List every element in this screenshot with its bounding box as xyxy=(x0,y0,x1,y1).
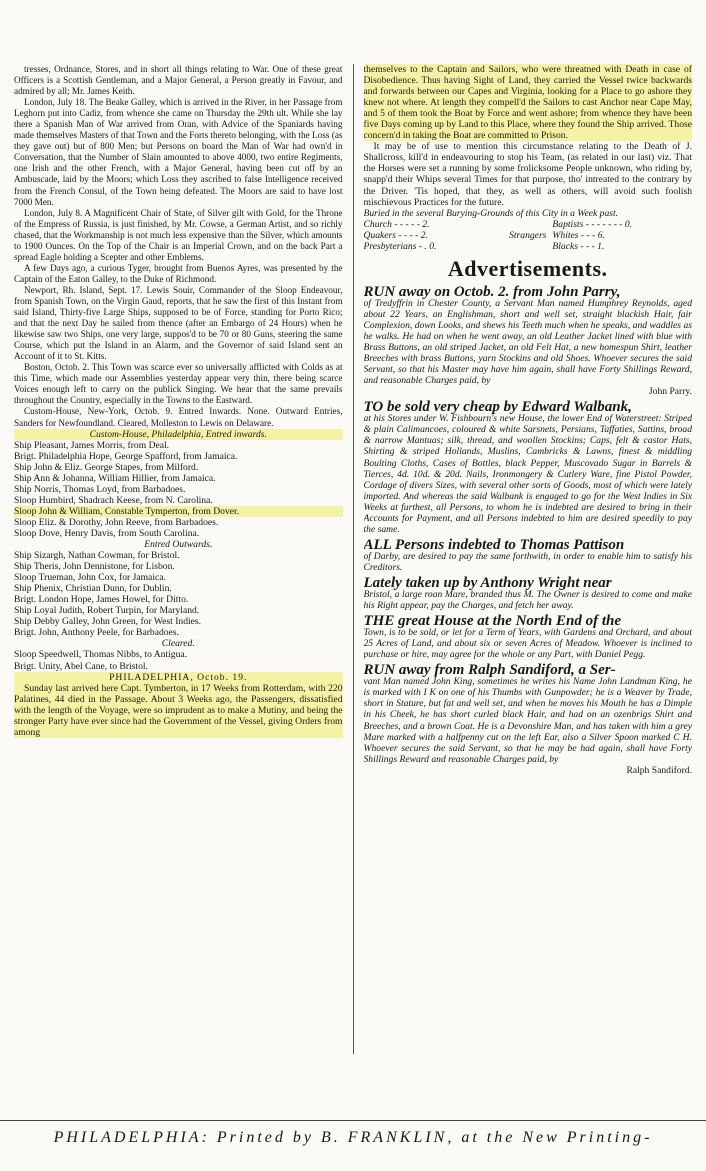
ad-signature: Ralph Sandiford. xyxy=(626,764,692,776)
shipping-entry: Sloop Humbird, Shadrach Keese, from N. Carolina. xyxy=(14,494,213,506)
advertisements-title: Advertisements. xyxy=(447,255,608,281)
article-paragraph: Boston, Octob. 2. This Town was scarce ever so universally afflicted with Colds as at this Time, which made our Assemblies yesterday appear very thin, there being scarce Voices enough left to carry on the publick Singing. We hear that the same prevails throughout the Country, especially in the Towns to the Eastward. xyxy=(14,362,343,406)
ad-lead: ALL Persons indebted to Thomas Pattison xyxy=(363,536,625,553)
burial-row: Presbyterians - . 0. xyxy=(363,240,437,252)
burial-right xyxy=(552,219,692,252)
shipping-entry: Sloop Trueman, John Cox, for Jamaica. xyxy=(14,572,166,584)
left-column xyxy=(14,64,343,1054)
ad-signature: John Parry. xyxy=(648,386,692,398)
burial-row: Whites - - - 6. xyxy=(552,229,605,241)
shipping-entry: Ship Phenix, Christian Dunn, for Dublin. xyxy=(14,583,172,595)
shipping-entry: Sloop Speedwell, Thomas Nibbs, to Antigua. xyxy=(14,649,188,661)
burial-strangers: Strangers xyxy=(509,229,547,241)
article-paragraph: London, July 18. The Beake Galley, which is arrived in the River, in her Passage from Leghorn put into Cadiz, from whence she came on Thursday the 29th ult. While she lay there a Spanish Man of War arrived from Oran, with Advice of the Spaniards having made themselves Masters of that Town and the Forts thereto belonging, with the Loss (as they gave out) but of 800 Men; but Persons on board the Man of War had own'd in Conversation, that the Number of Slain amounted to above 4000, two entire Regiments, one Irish and the other French, with a Major General, having been cut off by an Ambuscade, laid by the Moors; which Loss they ascribed to false Intelligence received from the French Consul, of the Town being defeated. The Moors are said to have lost 7000 Men. xyxy=(14,97,343,207)
shipping-entry: Brigt. Unity, Abel Cane, to Bristol. xyxy=(14,660,148,672)
imprint-footer: PHILADELPHIA: Printed by B. FRANKLIN, at the New Printing- xyxy=(0,1120,706,1171)
shipping-entry: Ship John & Eliz. George Stapes, from Milford. xyxy=(14,461,199,473)
burial-heading: Buried in the several Burying-Grounds of this City in a Week past. xyxy=(363,207,619,219)
cleared-list xyxy=(14,649,343,671)
shipping-entry: Ship Debby Galley, John Green, for West Indies. xyxy=(14,616,202,628)
shipping-entry: Brigt. John, Anthony Peele, for Barbadoes. xyxy=(14,627,179,639)
ad-lead: RUN away from Ralph Sandiford, a Ser- xyxy=(363,662,616,679)
shipping-entry: Ship Norris, Thomas Loyd, from Barbadoes. xyxy=(14,483,186,495)
shipping-entry: Sloop John & William, Constable Tymperton, from Dover. xyxy=(14,506,343,517)
article-paragraph: A few Days ago, a curious Tyger, brought from Buenos Ayres, was presented by the Captain of the Eaton Galley, to the Duke of Richmond. xyxy=(14,262,343,284)
ad-body: at his Stores under W. Fishbourn's new House, the lower End of Waterstreet: Striped & plain Calimancoes, coloured & white Sarsnets, Persians, Taffaties, Sattins, broad & narrow Mantuas; silk, thread, and woollen Stockins; Caps, felt & castor Hats, Shirting & striped Hollands, Muslins, Cambricks & Lawns, finest & middling Boulting Cloths, Cases of Bottles, black Pepper, Muscovado Sugar in Barrels & Tierces, 4d. 10d. & 20d. Nails, Ironmongery & Cutlery Ware, fine Pistol Powder, Cordage of divers Sizes, with several other sorts of Goods, most of which were lately imported. And whereas the said Walbank is engaged to go for the West Indies in Six Weeks at furthest, all Persons, to whom he is indebted are desired to bring in their Accounts for Payment, and all Persons indebted to him are desired speedily to pay the same. xyxy=(363,413,692,535)
shipping-entry: Ship Sizargh, Nathan Cowman, for Bristol. xyxy=(14,550,180,562)
shipping-entry: Sloop Dove, Henry Davis, from South Carolina. xyxy=(14,527,200,539)
burial-row: Church - - - - - 2. xyxy=(363,218,430,230)
entered-heading: Custom-House, Philadelphia, Entred inwards. xyxy=(14,429,343,440)
shipping-entry: Brigt. London Hope, James Howel, for Ditto. xyxy=(14,594,189,606)
shipping-entry: Ship Theris, John Dennistone, for Lisbon. xyxy=(14,561,175,573)
ad-body: Bristol, a large roan Mare, branded thus M. The Owner is desired to come and make his Right appear, pay the Charges, and fetch her away. xyxy=(363,589,692,612)
burial-row: Quakers - - - - 2. xyxy=(363,229,428,241)
ad-house xyxy=(363,613,693,661)
shipping-entry: Ship Pleasant, James Morris, from Deal. xyxy=(14,439,170,451)
right-column xyxy=(364,64,693,1054)
ad-wright xyxy=(363,574,693,612)
burial-left xyxy=(364,219,504,252)
shipping-entry: Sloop Eliz. & Dorothy, John Reeve, from Barbadoes. xyxy=(14,516,219,528)
entered-list xyxy=(14,440,343,539)
article-paragraph: Custom-House, New-York, Octob. 9. Entred Inwards. None. Outward Entries, Sanders for Newfoundland. Cleared, Molleston to Lewis on Delaware. xyxy=(14,406,343,428)
article-paragraph: London, July 8. A Magnificent Chair of State, of Silver gilt with Gold, for the Throne of the Empress of Russia, is just finished, by Mr. Cowse, a German Artist, and so richly chased, that the Workmanship is not much less expensive than the Silver, which amounts to 1900 Ounces. On the Top of the Chair is an Imperial Crown, and on the back Part a spread Eagle holding a Scepter and other Emblems. xyxy=(14,207,343,262)
columns xyxy=(14,64,692,1054)
shipping-entry: Brigt. Philadelphia Hope, George Spafford, from Jamaica. xyxy=(14,450,238,462)
ad-lead: RUN away on Octob. 2. from John Parry, xyxy=(363,283,621,300)
cleared-heading: Cleared. xyxy=(161,638,195,650)
column-divider xyxy=(353,64,354,1054)
ad-pattison xyxy=(363,536,693,573)
ad-body: of Darby, are desired to pay the same forthwith, in order to enable him to satisfy his Creditors. xyxy=(363,550,692,573)
philadelphia-paragraph: Sunday last arrived here Capt. Tymberton, in 17 Weeks from Rotterdam, with 220 Palatines, 44 died in the Passage. About 3 Weeks ago, the Passengers, dissatisfied with the length of the Voyage, were so imprudent as to make a Mutiny, and being the stronger Party have ever since had the Government of the Vessel, giving Orders from among xyxy=(14,682,343,738)
outwards-list xyxy=(14,550,343,638)
article-paragraph: tresses, Ordnance, Stores, and in short all things relating to War. One of these great Officers is a Scottish Gentleman, and a Major General, a Person greatly in Favour, and admired by all; Mr. James Keith. xyxy=(14,64,343,97)
ad-walbank xyxy=(363,399,693,535)
burial-table xyxy=(364,219,693,252)
ad-parry xyxy=(363,283,693,398)
philadelphia-heading: PHILADELPHIA, Octob. 19. xyxy=(14,672,343,683)
burial-row: Baptists - - - - - - - 0. xyxy=(552,218,633,230)
outwards-heading: Entred Outwards. xyxy=(144,539,213,551)
ad-body: vant Man named John King, sometimes he writes his Name John Landman King, he is marked with I K on one of his Thumbs with Gunpowder; he is a Weaver by Trade, short in Stature, but fat and well set, and when he moves his Mouth he has a Dimple in his Cheek, he has short curled black Hair, and had on an ozenbrigs Shirt and Breeches, and a brown Coat. He is a Devonshire Man, and has taken with him a grey Mare marked with a halfpenny cut on the left Ear, also a Silver Spoon marked C H. Whoever secures the said Servant, so that he may be had again, shall have Forty Shillings Reward and reasonable Charges paid, by xyxy=(363,676,692,765)
article-paragraph: themselves to the Captain and Sailors, who were threatned with Death in case of Disobedience. Thus having Sight of Land, they carried the Vessel twice backwards and forwards between our Capes and Virginia, looking for a Place to go ashore they knew not where. At length they compell'd the Sailors to cast Anchor near Cape May, and 5 of them took the Boat by Force and went ashore; from whence they have been five Days coming up by Land to this Place, where they found the Ship arrived. Those concern'd in taking the Boat are committed to Prison. xyxy=(363,64,692,142)
shipping-entry: Ship Ann & Johanna, William Hillier, from Jamaica. xyxy=(14,472,216,484)
article-paragraph: Newport, Rh. Island, Sept. 17. Lewis Souir, Commander of the Sloop Endeavour, from Spanish Town, on the Virgin Gaud, reports, that he saw the first of this Instant from said Island, Thirty-five Large Ships, supposed to be of Force, standing for Porto Rico; and that the next Day he sailed from thence (after an Embargo of 24 Hours) when he likewise saw two Ships, one very large, suppos'd to be 70 or 80 Guns, steering the same Course, which put the Island in an Alarm, and the Governor of said Island sent an Account of it to St. Kitts. xyxy=(14,284,343,362)
ad-sandiford xyxy=(363,662,693,776)
shipping-entry: Ship Loyal Judith, Robert Turpin, for Maryland. xyxy=(14,605,200,617)
ad-lead: Lately taken up by Anthony Wright near xyxy=(363,574,612,591)
article-paragraph: It may be of use to mention this circumstance relating to the Death of J. Shallcross, kill'd in endeavouring to stop his Team, (as related in our last) viz. That the Horses were set a running by some frolicksome People unknown, who riding by, snapp'd their Whips several Times for that purpose, tho' intreated to the contrary by the Driver. 'Tis hoped, that they, as well as others, will avoid such foolish mischievous Practices for the future. xyxy=(363,141,692,208)
burial-row: Blacks - - - 1. xyxy=(552,240,605,252)
ad-body: of Tredyffrin in Chester County, a Servant Man named Humphrey Reynolds, aged about 22 Years, an Englishman, short and well set, straight blackish Hair, fair Complexion, down Looks, and shews his Teeth much when he speaks, and waddles as he walks. He had on when he went away, an old Leather Jacket lined with blue with Brass Buttons, an old striped Jacket, an old Felt Hat, a new homespun Shirt, leather Breeches with brass Buttons, yarn Stockins and old Shoes. Whoever secures the said Servant, so that his Master may have him again, shall have Forty Shillings Reward, and reasonable Charges paid, by xyxy=(363,297,692,387)
ad-body: Town, is to be sold, or let for a Term of Years, with Gardens and Orchard, and about 25 Acres of Land, and about six or seven Acres of Meadow. Whoever is inclined to purchase or hire, may agree for the whole or any Part, with Daniel Pegg. xyxy=(363,627,692,661)
ad-lead: THE great House at the North End of the xyxy=(363,613,622,630)
ad-lead: TO be sold very cheap by Edward Walbank, xyxy=(363,399,632,416)
